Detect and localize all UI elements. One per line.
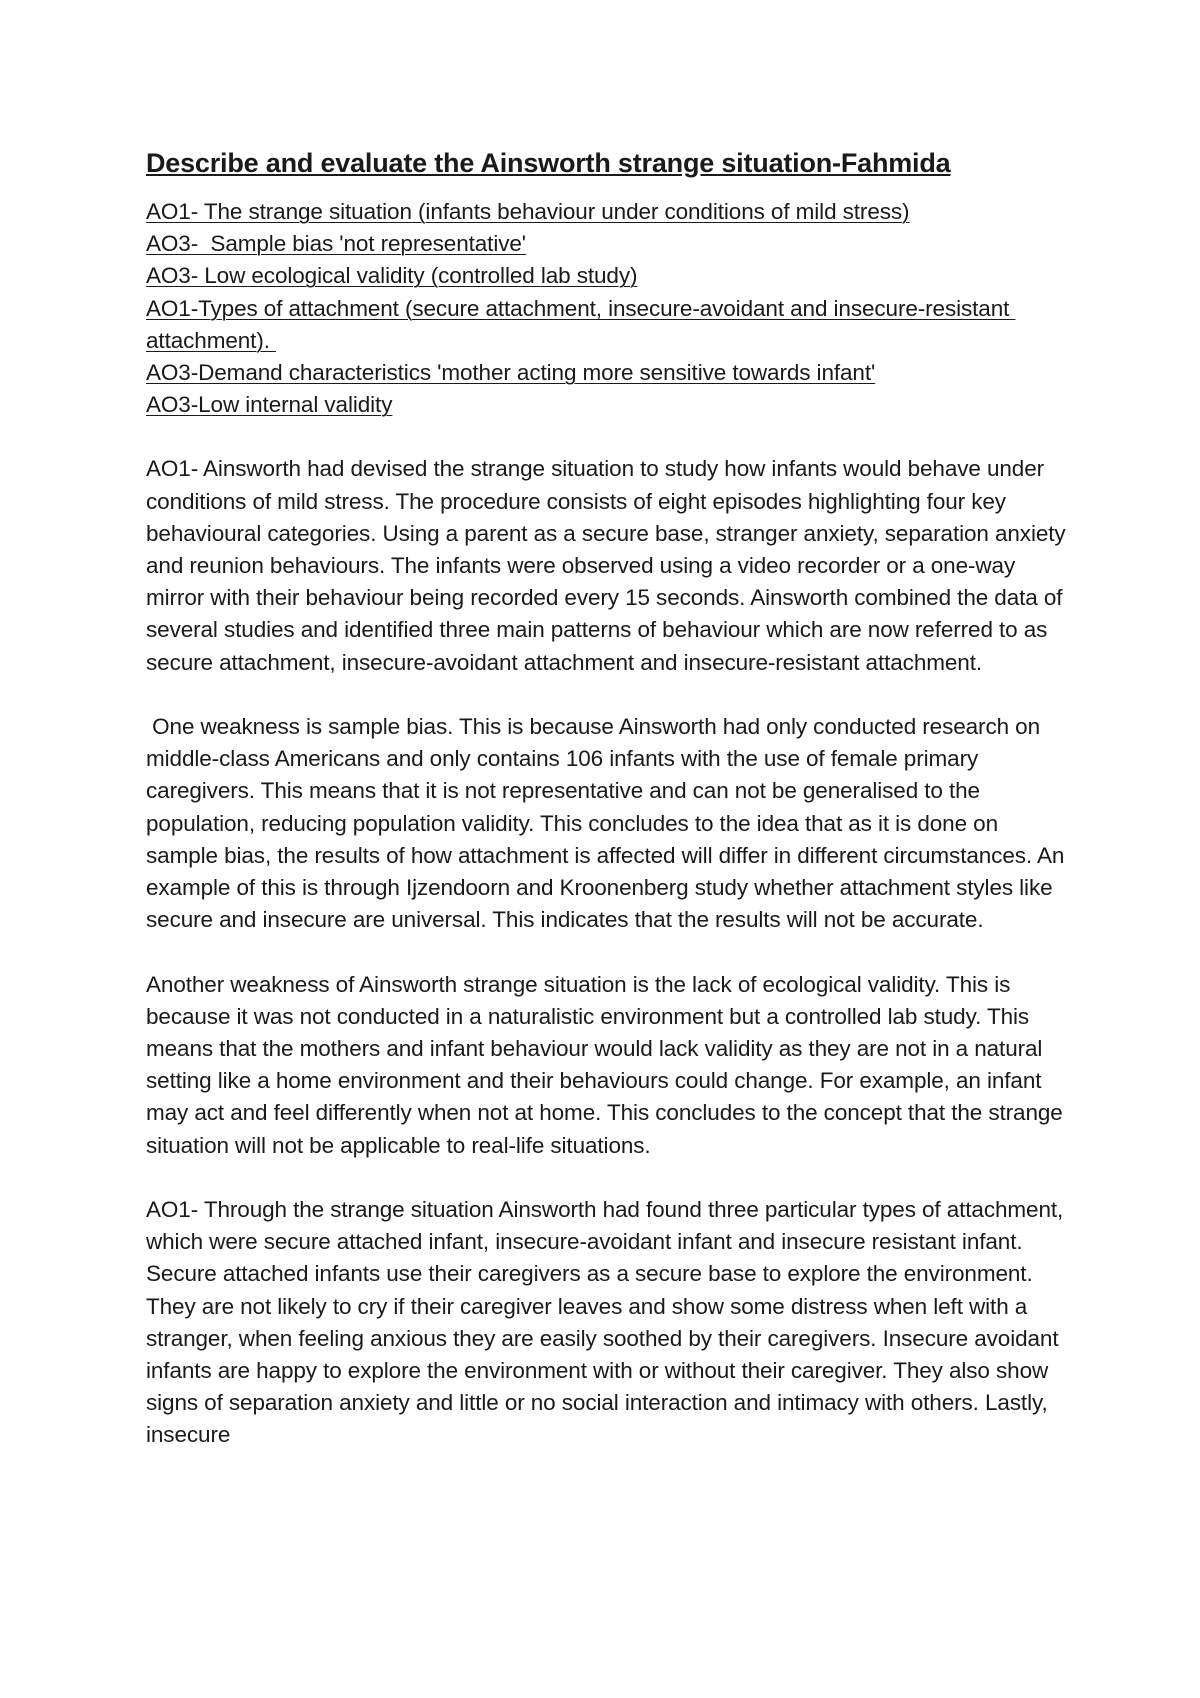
document-title: Describe and evaluate the Ainsworth strange situation-Fahmida — [146, 148, 951, 178]
document-body — [146, 146, 1076, 1484]
paragraph-ecological-validity: Another weakness of Ainsworth strange situation is the lack of ecological validity. This is because it was not conducted in a naturalistic environment but a controlled lab study. This means that the mothers and infant behaviour would lack validity as they are not in a natural setting like a home environment and their behaviours could change. For example, an infant may act and feel differently when not at home. This concludes to the concept that the strange situation will not be applicable to real-life situations. — [146, 971, 1069, 1158]
outline-item: AO3-Low internal validity — [146, 392, 393, 418]
outline-item: AO3- Sample bias 'not representative' — [146, 231, 526, 257]
outline-item: AO1-Types of attachment (secure attachment, insecure-avoidant and insecure-resistant attachment). — [146, 295, 1016, 353]
essay-outline — [146, 196, 1076, 421]
outline-item: AO3-Demand characteristics 'mother acting more sensitive towards infant' — [146, 360, 876, 386]
outline-item: AO3- Low ecological validity (controlled lab study) — [146, 263, 638, 289]
paragraph-sample-bias: One weakness is sample bias. This is because Ainsworth had only conducted research on middle-class Americans and only contains 106 infants with the use of female primary caregivers. This means that it is not representative and can not be generalised to the population, reducing population validity. This concludes to the idea that as it is done on sample bias, the results of how attachment is affected will differ in different circumstances. An example of this is through Ijzendoorn and Kroonenberg study whether attachment styles like secure and insecure are universal. This indicates that the results will not be accurate. — [146, 714, 1071, 933]
paragraph-ao1-attachment-types: AO1- Through the strange situation Ainsworth had found three particular types of attachment, which were secure attached infant, insecure-avoidant infant and insecure resistant infant. Secure attached infants use their caregivers as a secure base to explore the environment. They are not likely to cry if their caregiver leaves and show some distress when left with a stranger, when feeling anxious they are easily soothed by their caregivers. Insecure avoidant infants are happy to explore the environment with or without their caregiver. They also show signs of separation anxiety and little or no social interaction and intimacy with others. Lastly, insecure — [146, 1197, 1070, 1448]
paragraph-ao1-procedure: AO1- Ainsworth had devised the strange situation to study how infants would behave under conditions of mild stress. The procedure consists of eight episodes highlighting four key behavioural categories. Using a parent as a secure base, stranger anxiety, separation anxiety and reunion behaviours. The infants were observed using a video recorder or a one-way mirror with their behaviour being recorded every 15 seconds. Ainsworth combined the data of several studies and identified three main patterns of behaviour which are now referred to as secure attachment, insecure-avoidant attachment and insecure-resistant attachment. — [146, 456, 1072, 675]
outline-item: AO1- The strange situation (infants behaviour under conditions of mild stress) — [146, 199, 910, 224]
